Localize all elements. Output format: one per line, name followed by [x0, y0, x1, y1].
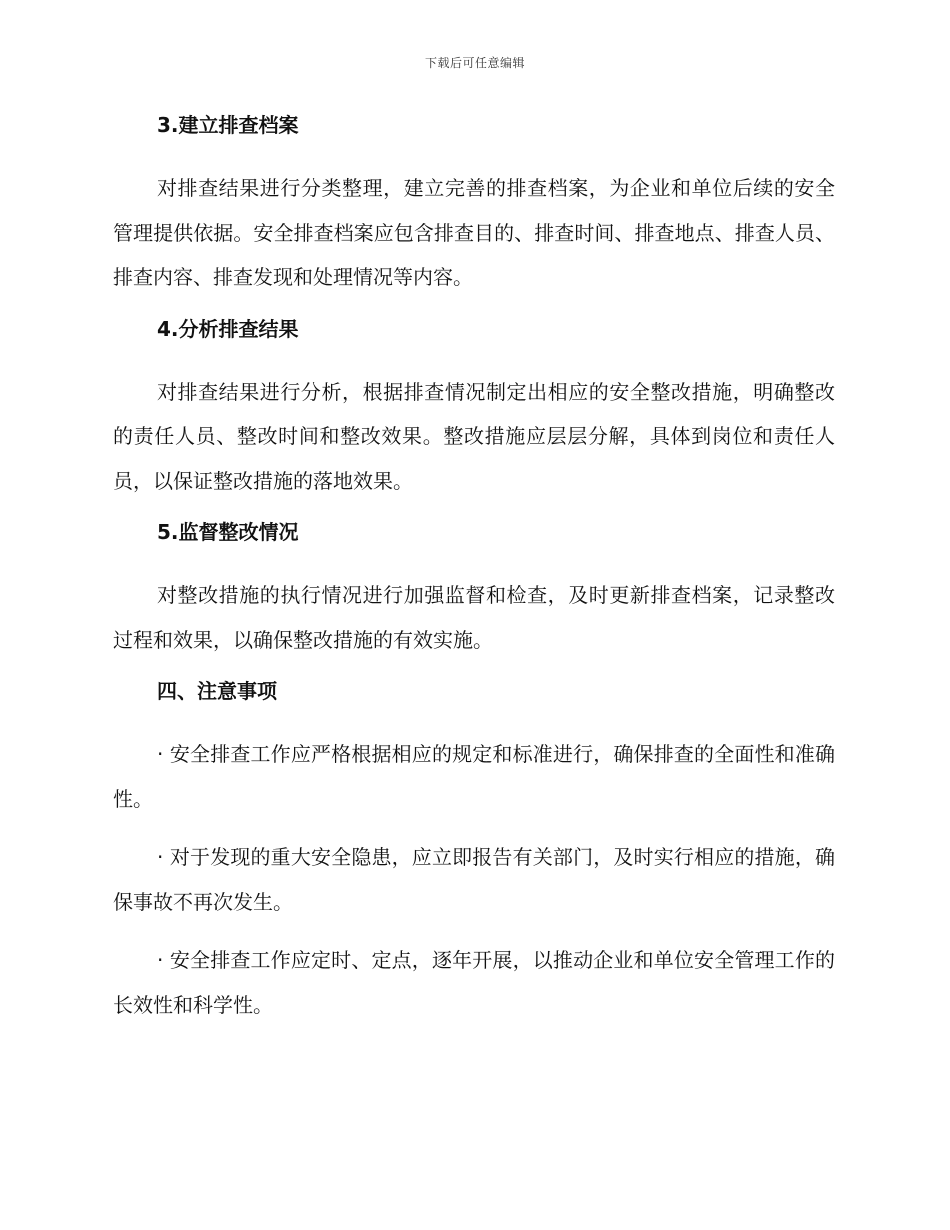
notes-item: · 安全排查工作应定时、定点，逐年开展，以推动企业和单位安全管理工作的长效性和科学性。	[113, 948, 835, 1017]
notes-item: · 对于发现的重大安全隐患，应立即报告有关部门，及时实行相应的措施，确保事故不再次发生。	[113, 845, 835, 914]
section-paragraph: 对整改措施的执行情况进行加强监督和检查，及时更新排查档案，记录整改过程和效果，以确保整改措施的有效实施。	[113, 583, 835, 652]
notes-item: · 安全排查工作应严格根据相应的规定和标准进行，确保排查的全面性和准确性。	[113, 742, 835, 811]
section-heading: 4.分析排查结果	[157, 316, 299, 341]
section-paragraph: 对排查结果进行分析，根据排查情况制定出相应的安全整改措施，明确整改的责任人员、整改时间和整改效果。整改措施应层层分解，具体到岗位和责任人员，以保证整改措施的落地效果。	[113, 379, 835, 493]
notes-section	[113, 676, 835, 1027]
section-heading: 5.监督整改情况	[157, 520, 299, 544]
document-body	[113, 110, 835, 1041]
notes-heading: 四、注意事项	[157, 679, 277, 703]
section-heading: 3.建立排查档案	[157, 113, 299, 137]
section-3	[113, 110, 835, 300]
section-5	[113, 517, 835, 662]
header-note: 下载后可任意编辑	[424, 56, 525, 70]
section-4	[113, 314, 835, 504]
section-paragraph: 对排查结果进行分类整理，建立完善的排查档案，为企业和单位后续的安全管理提供依据。安全排查档案应包含排查目的、排查时间、排查地点、排查人员、排查内容、排查发现和处理情况等内容。	[113, 176, 835, 289]
